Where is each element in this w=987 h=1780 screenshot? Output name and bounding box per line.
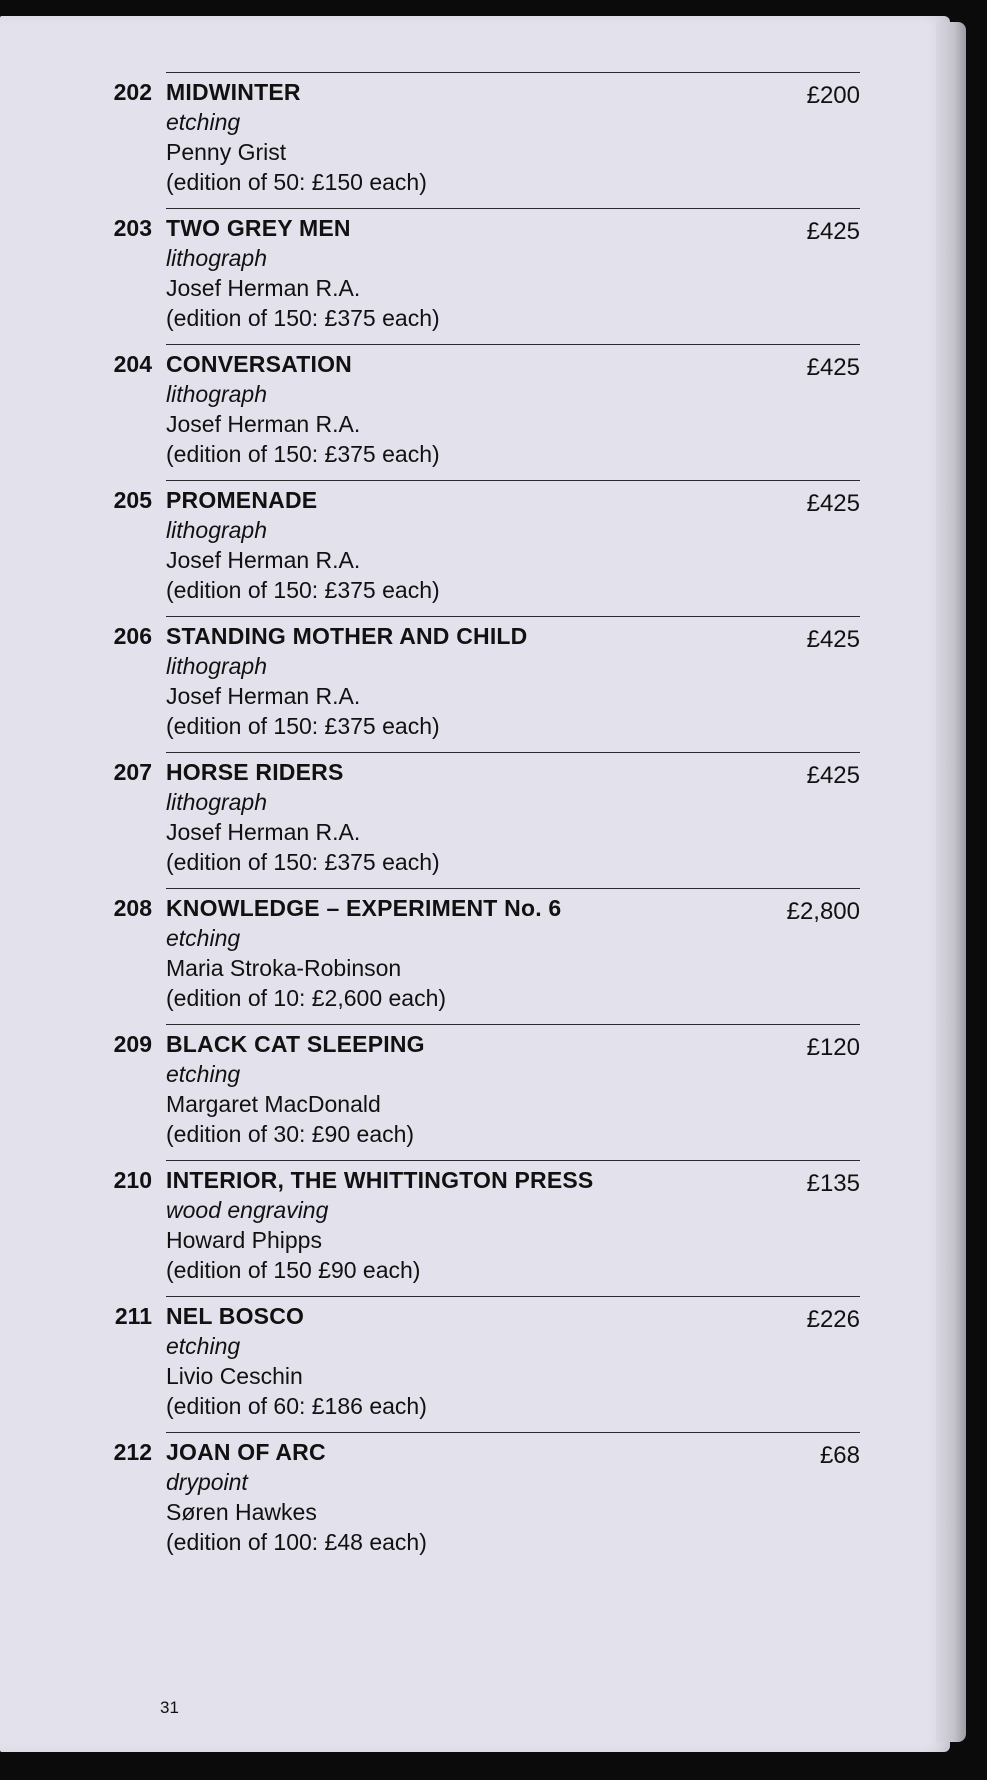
- entry-medium: lithograph: [166, 653, 268, 679]
- entry-price: £425: [806, 762, 860, 789]
- entry-divider: [166, 616, 860, 617]
- catalogue-entry: [100, 1160, 860, 1296]
- entry-number: 202: [113, 79, 152, 105]
- entry-artist: Josef Herman R.A.: [166, 547, 361, 573]
- entry-artist: Maria Stroka-Robinson: [166, 955, 402, 981]
- entry-number: 206: [113, 623, 152, 649]
- entry-price: £425: [806, 354, 860, 381]
- entry-medium: etching: [166, 109, 241, 135]
- entry-number: 207: [113, 759, 152, 785]
- entry-medium: etching: [166, 925, 241, 951]
- catalogue-entry: [100, 72, 860, 208]
- entry-title: KNOWLEDGE – EXPERIMENT No. 6: [166, 895, 562, 921]
- entry-number: 208: [113, 895, 152, 921]
- entry-price: £425: [806, 490, 860, 517]
- entry-medium: drypoint: [166, 1469, 248, 1495]
- entry-artist: Josef Herman R.A.: [166, 275, 361, 301]
- entry-edition: (edition of 60: £186 each): [166, 1393, 427, 1419]
- entry-divider: [166, 1024, 860, 1025]
- entry-edition: (edition of 10: £2,600 each): [166, 985, 447, 1011]
- entry-price: £200: [806, 82, 860, 109]
- entry-medium: etching: [166, 1333, 241, 1359]
- entry-edition: (edition of 100: £48 each): [166, 1529, 427, 1555]
- catalogue-entry: [100, 1024, 860, 1160]
- entry-price: £226: [806, 1306, 860, 1333]
- entry-title: NEL BOSCO: [166, 1303, 305, 1329]
- entry-medium: wood engraving: [166, 1197, 329, 1223]
- entry-title: CONVERSATION: [166, 351, 352, 377]
- entry-price: £135: [806, 1170, 860, 1197]
- catalogue-entry: [100, 752, 860, 888]
- catalogue-entry: [100, 1432, 860, 1568]
- entry-title: PROMENADE: [166, 487, 318, 513]
- entry-divider: [166, 1296, 860, 1297]
- entry-number: 204: [113, 351, 152, 377]
- entry-edition: (edition of 150 £90 each): [166, 1257, 421, 1283]
- catalogue-entry: [100, 616, 860, 752]
- entry-artist: Howard Phipps: [166, 1227, 322, 1253]
- entry-number: 209: [113, 1031, 152, 1057]
- catalogue-entry: [100, 208, 860, 344]
- entry-divider: [166, 1432, 860, 1433]
- entry-title: STANDING MOTHER AND CHILD: [166, 623, 528, 649]
- entry-title: INTERIOR, THE WHITTINGTON PRESS: [166, 1167, 594, 1193]
- entry-artist: Penny Grist: [166, 139, 287, 165]
- entry-price: £2,800: [786, 898, 860, 925]
- entry-medium: lithograph: [166, 517, 268, 543]
- entry-artist: Josef Herman R.A.: [166, 411, 361, 437]
- entry-number: 210: [113, 1167, 152, 1193]
- entry-divider: [166, 72, 860, 73]
- entry-edition: (edition of 30: £90 each): [166, 1121, 415, 1147]
- entry-title: TWO GREY MEN: [166, 215, 351, 241]
- catalogue-entry: [100, 1296, 860, 1432]
- entry-price: £68: [819, 1442, 860, 1469]
- entry-medium: lithograph: [166, 245, 268, 271]
- entry-divider: [166, 344, 860, 345]
- catalogue-entry: [100, 888, 860, 1024]
- entry-price: £425: [806, 626, 860, 653]
- entry-title: JOAN OF ARC: [166, 1439, 326, 1465]
- entry-edition: (edition of 150: £375 each): [166, 577, 440, 603]
- entry-number: 212: [113, 1439, 152, 1465]
- entry-price: £425: [806, 218, 860, 245]
- entry-artist: Josef Herman R.A.: [166, 819, 361, 845]
- entry-medium: lithograph: [166, 381, 268, 407]
- catalogue-entry: [100, 344, 860, 480]
- entry-price: £120: [806, 1034, 860, 1061]
- entry-title: HORSE RIDERS: [166, 759, 344, 785]
- entry-edition: (edition of 150: £375 each): [166, 849, 440, 875]
- entry-divider: [166, 752, 860, 753]
- entry-artist: Søren Hawkes: [166, 1499, 317, 1525]
- entry-number: 205: [113, 487, 152, 513]
- entry-divider: [166, 1160, 860, 1161]
- entry-edition: (edition of 50: £150 each): [166, 169, 427, 195]
- catalogue-entry: [100, 480, 860, 616]
- entry-medium: etching: [166, 1061, 241, 1087]
- entry-edition: (edition of 150: £375 each): [166, 713, 440, 739]
- entry-title: BLACK CAT SLEEPING: [166, 1031, 425, 1057]
- page-edge: [936, 22, 966, 1742]
- entry-artist: Margaret MacDonald: [166, 1091, 381, 1117]
- entry-artist: Josef Herman R.A.: [166, 683, 361, 709]
- entry-edition: (edition of 150: £375 each): [166, 441, 440, 467]
- entry-title: MIDWINTER: [166, 79, 301, 105]
- entry-artist: Livio Ceschin: [166, 1363, 303, 1389]
- page-number: 31: [160, 1698, 179, 1717]
- entry-number: 203: [113, 215, 152, 241]
- entry-edition: (edition of 150: £375 each): [166, 305, 440, 331]
- entry-divider: [166, 480, 860, 481]
- entry-medium: lithograph: [166, 789, 268, 815]
- entry-divider: [166, 888, 860, 889]
- entry-number: 211: [114, 1303, 152, 1329]
- entry-divider: [166, 208, 860, 209]
